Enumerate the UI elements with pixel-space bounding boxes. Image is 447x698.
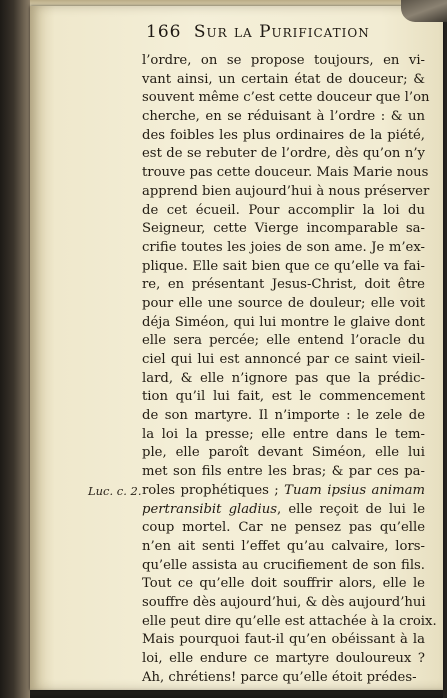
text-line-roman: Ah, chrétiens! parce qu’elle étoit prédes- (142, 669, 417, 685)
text-line (142, 52, 425, 71)
text-line (142, 388, 425, 407)
text-line (142, 669, 425, 688)
text-line-roman: vant ainsi, un certain état de douceur; & (142, 71, 425, 87)
text-line (142, 127, 425, 146)
text-line-roman: ciel qui lui est annoncé par ce saint vieil- (142, 352, 425, 367)
body-text (142, 52, 437, 687)
text-line-roman: de cet écueil. Pour accomplir la loi du (142, 202, 425, 218)
text-line (142, 594, 425, 613)
text-line-roman: trouve pas cette douceur. Mais Marie nous (142, 165, 429, 181)
text-line (142, 557, 425, 576)
text-line (142, 538, 425, 557)
text-line-roman: qu’elle assista au crucifiement de son fils. (142, 557, 425, 573)
text-line-roman: apprend bien aujourd’hui à nous préserver (142, 183, 430, 199)
page-bottom-shadow (30, 688, 443, 698)
text-line-roman: Tout ce qu’elle doit souffrir alors, elle le (142, 576, 425, 592)
text-line (142, 108, 425, 127)
text-line (142, 501, 425, 520)
text-line (142, 220, 425, 239)
text-line-roman: crifie toutes les joies de son ame. Je m’ex- (142, 239, 425, 255)
text-line-italic: pertransibit gladius (142, 501, 278, 517)
text-line (142, 332, 425, 351)
text-line (142, 613, 437, 632)
text-line-roman: elle peut dire qu’elle est attachée à la croix. (142, 613, 437, 629)
text-line (142, 71, 425, 90)
text-line-roman: met son fils entre les bras; & par ces pa- (142, 464, 425, 480)
text-line (142, 463, 425, 482)
text-line (142, 519, 425, 538)
text-line-roman: l’ordre, on se propose toujours, en vi- (142, 53, 425, 68)
text-line-roman: cherche, en se réduisant à l’ordre : & un (142, 109, 425, 125)
text-line (142, 650, 425, 669)
text-line-roman: re, en présentant Jesus-Christ, doit être (142, 277, 425, 293)
text-line-roman: loi, elle endure ce martyre douloureux ? (142, 651, 425, 666)
text-line (142, 575, 425, 594)
text-line (142, 426, 425, 445)
text-line-roman: est de se rebuter de l’ordre, dès qu’on n’y (142, 146, 425, 162)
page-number: 166 (146, 22, 182, 42)
text-line-roman: de son martyre. Il n’importe : le zele de (142, 408, 425, 424)
text-line (142, 370, 425, 389)
text-line (142, 351, 425, 370)
running-header (146, 22, 370, 42)
text-line (142, 295, 425, 314)
text-line-roman: souvent même c’est cette douceur que l’on (142, 90, 430, 106)
text-line (142, 202, 425, 221)
text-line-roman: souffre dès aujourd’hui, & dès aujourd’hui (142, 594, 426, 610)
text-line (142, 164, 429, 183)
text-line (142, 314, 425, 333)
margin-note: Luc. c. 2. (88, 484, 142, 499)
text-line (142, 482, 425, 501)
text-line (142, 239, 425, 258)
book-binding (0, 0, 30, 698)
text-line-italic: Tuam ipsius animam (284, 482, 425, 498)
text-line (142, 631, 425, 650)
text-line-roman: n’en ait senti l’effet qu’au calvaire, lors- (142, 538, 425, 554)
text-line-roman: pour elle une source de douleur; elle voit (142, 295, 425, 311)
text-line-roman-after: , elle reçoit de lui le (277, 501, 425, 517)
text-line (142, 276, 425, 295)
text-line-roman: elle sera percée; elle entend l’oracle du (142, 333, 425, 349)
text-line-roman: des foibles les plus ordinaires de la piété, (142, 127, 425, 143)
text-line-roman: roles prophétiques ; (142, 482, 285, 498)
text-line-roman: tion qu’il lui fait, est le commencement (142, 389, 425, 405)
text-line-roman: Mais pourquoi faut-il qu’en obéissant à la (142, 632, 425, 648)
text-line (142, 183, 430, 202)
text-line-roman: déja Siméon, qui lui montre le glaive dont (142, 314, 425, 330)
text-line (142, 444, 425, 463)
text-line (142, 145, 425, 164)
text-line-roman: plique. Elle sait bien que ce qu’elle va fai- (142, 258, 425, 274)
text-line (142, 407, 425, 426)
text-line-roman: Seigneur, cette Vierge incomparable sa- (142, 221, 425, 237)
text-line-roman: coup mortel. Car ne pensez pas qu’elle (142, 520, 425, 536)
text-line-roman: lard, & elle n’ignore pas que la prédic- (142, 370, 425, 386)
running-title: Sur la Purification (193, 22, 370, 42)
page-clip (401, 0, 447, 22)
text-line-roman: ple, elle paroît devant Siméon, elle lui (142, 445, 425, 461)
text-line (142, 258, 425, 277)
text-line-roman: la loi la presse; elle entre dans le tem- (142, 426, 425, 442)
text-line (142, 89, 430, 108)
